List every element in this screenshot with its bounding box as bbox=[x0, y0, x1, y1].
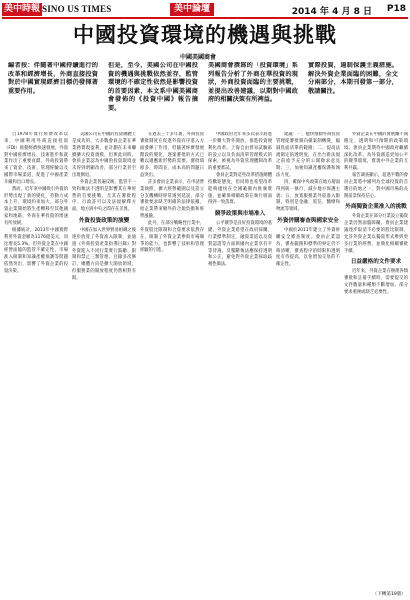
body-paragraph: 根據統計，2013年中國實際利用外資金額為1176億美元，同比增長5.3%，但外資企業在中國經營面臨的監管不確定性、市場准入限制和知識產權保護等問題依然突出，影響了外資企業的投資決策。 bbox=[4, 227, 68, 274]
body-column-4 bbox=[208, 132, 272, 592]
body-column-1 bbox=[4, 132, 68, 592]
body-column-5 bbox=[276, 132, 340, 592]
body-paragraph: 中國在加入世界貿易組織之後逐步放寬了外資准入限制，並通過《外商投資產業指導目錄》對外資進入不同行業實行鼓勵、限制和禁止三類管理。目錄多次修訂，總體方向是擴大開放領域，但服務業的開放程度仍然相對有限。 bbox=[72, 227, 136, 281]
article-byline: 中國美國商會 bbox=[180, 54, 217, 61]
body-paragraph: 此外，在部分戰略性行業中，外資股比限制和合資要求依然存在，限制了外資企業參與市場競爭的能力，也影響了技術和管理經驗的引進。 bbox=[140, 220, 204, 254]
section-badge: 美中論壇 bbox=[170, 3, 214, 16]
masthead bbox=[2, 2, 408, 18]
body-paragraph: 在過去三十多年裏，外商投資審批制度在促進外資有序進入方面發揮了作用，但隨著經濟發展階段的變化，逐案審批的方式已難以適應新形勢的需要，審批環節多、時間長、成本高的問題日益突出。 bbox=[140, 132, 204, 179]
article-headline: 中國投資環境的機遇與挑戰 bbox=[73, 22, 337, 47]
body-paragraph: 四、確保中央政策在地方層面得到統一執行，減少地方保護主義；五、放寬服務業外資准入限制，特別是金融、電信、醫療和物流等領域。 bbox=[276, 179, 340, 213]
subheading: 日益嚴格的文件要求 bbox=[350, 259, 402, 266]
subheading: 競爭政策與市場准入 bbox=[214, 211, 266, 218]
body-paragraph: 中國政府近年來多次表示將進一步擴大對外開放，推進投資便利化改革。上海自由貿易試驗區的設立以及負面清單管理模式的探索，被視為外資管理體制改革的重要嘗試。 bbox=[208, 132, 272, 172]
body-paragraph: 會員企業對這些改革措施總體持歡迎態度，但同時也希望改革能夠儘快在全國範圍內推廣實施，並確保相關政策在執行層面得到一致落實。 bbox=[208, 173, 272, 206]
issue-date: 2014 年 4 月 8 日 bbox=[291, 7, 372, 17]
body-paragraph: 近年來，外資企業在辦理各類審批和註冊手續時，需要提交的文件數量和種類不斷增加，部分要求重複或缺乏必要性。 bbox=[344, 269, 408, 295]
body-paragraph: 中國於2011年建立了外資併購安全審查制度。會員企業認為，審查範圍和標準的界定仍不夠清晰，審查程序的時限和透明度有待提高，以免增加交易的不確定性。 bbox=[276, 227, 340, 268]
body-paragraph: 公平競爭是良好投資環境的基礎。外資企業希望在政府採購、行業標準制定、融資渠道以及資質認證等方面與國內企業享有平等待遇。反壟斷執法應保持透明和公正，避免對外資企業採取歧視性做法。 bbox=[208, 221, 272, 268]
masthead-divider bbox=[2, 17, 408, 19]
lead-paragraph-1: 編者按：伴隨著中國持續進行的改革和經濟增長，外商直接投資對於中國實現經濟目標仍發揮著重要作用。 bbox=[8, 62, 98, 95]
body-paragraph: 自1978年實行經濟改革以來，中國利用外商直接投資（FDI）推動經濟快速發展，外資對中國經濟增長、技術進步和就業作出了重要貢獻。外商投資帶來了資金、技術、管理經驗以及國際市場渠道，促進了中國產業升級和出口增長。 bbox=[4, 132, 68, 185]
body-paragraph: 外資企業在中國的發展離不開穩定、透明和可預期的政策環境。會員企業期待中國政府繼續深化改革，為外資創造更加公平的競爭環境，實現中外企業的互利共贏。 bbox=[344, 132, 408, 172]
paper-name: SINO US TIMES bbox=[42, 4, 112, 14]
body-paragraph: 外資企業在部分行業設立獨資企業仍然面臨障礙。會員企業建議逐步取消不必要的股比限制，允許外資企業以獨資形式參與更多行業的經營，並簡化相關審批手續。 bbox=[344, 214, 408, 254]
paper-logo: 美中時報 bbox=[4, 4, 41, 14]
body-column-3 bbox=[140, 132, 204, 592]
lead-paragraph-4: 實際投資，遏制保護主義措施。解決外資企業面臨的困難，全文分兩部分，本期刊發第一部分，敬請關注。 bbox=[308, 62, 398, 95]
body-paragraph: 然而，近年來中國吸引外資的形勢出現了新的變化，勞動力成本上升，環境約束加大，部分外資企業開始將生產轉移至其他國家和地區，外商在華投資的增速有所放緩。 bbox=[4, 186, 68, 226]
body-paragraph: 美國公司在中國的投資總體上是成功的，大多數會員企業在華業務實現盈利，並計劃在未來繼續擴大投資規模。但與此同時，會員企業認為中國的投資環境並未得到明顯改善，部分行業甚至出現倒退。 bbox=[72, 132, 136, 179]
body-paragraph: 許多會員企業表示，在申請營業執照、擴大經營範圍以及設立分支機構時經常遇到延誤，部分審批要求缺乏明確的法律依據，給企業帶來額外的合規負擔和經營風險。 bbox=[140, 179, 204, 220]
body-column-6 bbox=[344, 132, 408, 592]
lead-paragraph-3: 美國商會撰寫的「投資環境」系列報告分析了外商在華投資的現狀，外商投資面臨的主要挑戰，並提出改善建議，以期對中國政府的相關決策有所裨益。 bbox=[208, 62, 298, 104]
body-paragraph: 外資企業普遍反映，監管不一致和執法不透明是影響其在華經營的首要挑戰，尤其在審批程序、行政許可以及法規解釋方面，地方與中央之間存在差異。 bbox=[72, 179, 136, 213]
subheading: 外資併購審查與國家安全 bbox=[277, 218, 339, 225]
page-number: P18 bbox=[386, 4, 406, 14]
body-paragraph: 建議：一、儘快推動外商投資管理從審批制向備案制轉變，縮減負面清單的範圍；二、提高法規制定的透明度，在出台新法規之前給予充分的公開徵求意見期；三、加強知識產權保護和執法力度。 bbox=[276, 132, 340, 179]
body-column-2 bbox=[72, 132, 136, 592]
continued-note: （下轉第19版） bbox=[372, 592, 406, 597]
lead-paragraph-2: 但是，至今，美國公司在中國投資的機遇與挑戰依然並存，監管環境的不確定性依然是影響投資的首要因素，本文系中國美國商會發佈的《投資中國》報告摘要。 bbox=[108, 62, 198, 112]
subheading: 外資投資政策的演變 bbox=[78, 218, 130, 225]
subheading: 外商獨資企業准入的挑戰 bbox=[345, 204, 407, 211]
body-paragraph: 報告調查顯示，超過半數的會員企業將中國列為全球投資的首選目的地之一，對中國市場的長期前景保持信心。 bbox=[344, 173, 408, 199]
